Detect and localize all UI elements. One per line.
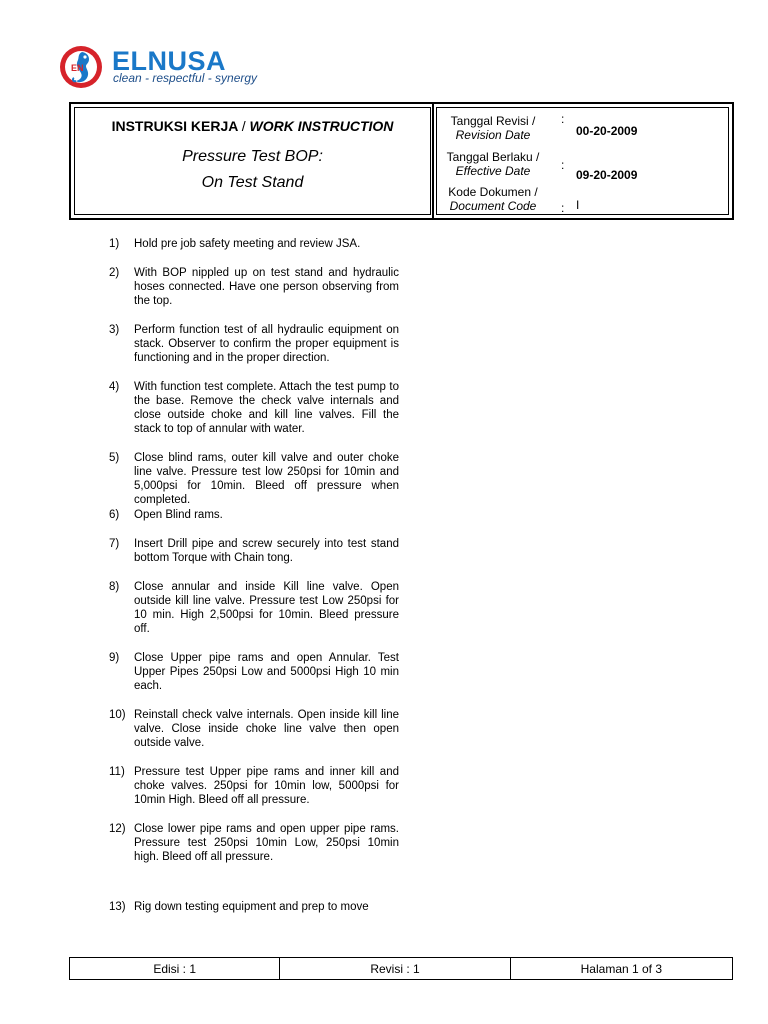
heading-indonesian: INSTRUKSI KERJA <box>111 118 238 134</box>
work-instruction-heading <box>75 118 430 134</box>
step-item: 11) Pressure test Upper pipe rams and inner kill and choke valves. 250psi for 10min low, 5000psi for 10min High. Bleed off all pressure. <box>109 766 399 806</box>
effective-date-colon: : <box>561 158 565 172</box>
step-item: 10) Reinstall check valve internals. Open inside kill line valve. Close inside choke line valve then open outside valve. <box>109 709 399 749</box>
header-meta-panel <box>436 107 729 215</box>
document-footer <box>69 957 733 980</box>
document-code-row <box>437 185 728 215</box>
instruction-steps <box>109 237 399 914</box>
header-divider <box>432 104 434 218</box>
effective-date-row <box>437 150 728 180</box>
document-code-value: I <box>576 198 580 212</box>
revision-date-value: 00-20-2009 <box>576 124 638 138</box>
elnusa-seahorse-icon <box>58 44 104 90</box>
step-item: 2) With BOP nippled up on test stand and hydraulic hoses connected. Have one person observing from the top. <box>109 267 399 307</box>
heading-english: WORK INSTRUCTION <box>249 118 394 134</box>
footer-page-number: Halaman 1 of 3 <box>580 961 663 976</box>
logo-mark-letters: EN <box>71 63 84 73</box>
document-header <box>69 102 734 220</box>
step-item: 9) Close Upper pipe rams and open Annular. Test Upper Pipes 250psi Low and 5000psi High 10 min each. <box>109 652 399 692</box>
document-title-line1: Pressure Test BOP: <box>182 148 323 165</box>
step-item: 8) Close annular and inside Kill line valve. Open outside kill line valve. Pressure test Low 250psi for 10 min. High 2,500psi for 10min. Bleed pressure off. <box>109 581 399 635</box>
document-title-line2: On Test Stand <box>201 174 304 191</box>
step-item: 6) Open Blind rams. <box>109 509 223 521</box>
heading-separator: / <box>241 118 246 134</box>
company-logo <box>58 44 268 90</box>
step-item: 4) With function test complete. Attach the test pump to the base. Remove the check valve internals and close outside choke and kill line valves. Fill the stack to top of annular with water. <box>109 381 399 435</box>
step-item: 13) Rig down testing equipment and prep to move <box>109 901 369 913</box>
document-code-label: Kode Dokumen / Document Code <box>448 185 538 213</box>
step-item: 5) Close blind rams, outer kill valve and outer choke line valve. Pressure test low 250psi for 10min and 5,000psi for 10min. Bleed off pressure when completed. <box>109 452 399 506</box>
logo-tagline: clean - respectful - synergy <box>113 71 258 85</box>
footer-edition: Edisi : 1 <box>70 958 280 979</box>
revision-date-label: Tanggal Revisi / Revision Date <box>450 114 536 142</box>
document-code-colon: : <box>561 201 565 215</box>
step-item: 1) Hold pre job safety meeting and review JSA. <box>109 238 361 250</box>
effective-date-label: Tanggal Berlaku / Effective Date <box>446 150 540 178</box>
header-title-panel <box>74 107 431 215</box>
step-item: 7) Insert Drill pipe and screw securely into test stand bottom Torque with Chain tong. <box>109 538 399 564</box>
effective-date-value: 09-20-2009 <box>576 168 638 182</box>
revision-date-colon: : <box>561 112 565 126</box>
step-item: 12) Close lower pipe rams and open upper pipe rams. Pressure test 250psi 10min Low, 250psi 10min high. Bleed off all pressure. <box>109 823 399 863</box>
step-item: 3) Perform function test of all hydraulic equipment on stack. Observer to confirm the proper equipment is functioning and in the proper direction. <box>109 324 399 364</box>
logo-brand-name: ELNUSA <box>112 46 227 76</box>
revision-date-row <box>437 114 728 144</box>
footer-revision: Revisi : 1 <box>280 958 510 979</box>
